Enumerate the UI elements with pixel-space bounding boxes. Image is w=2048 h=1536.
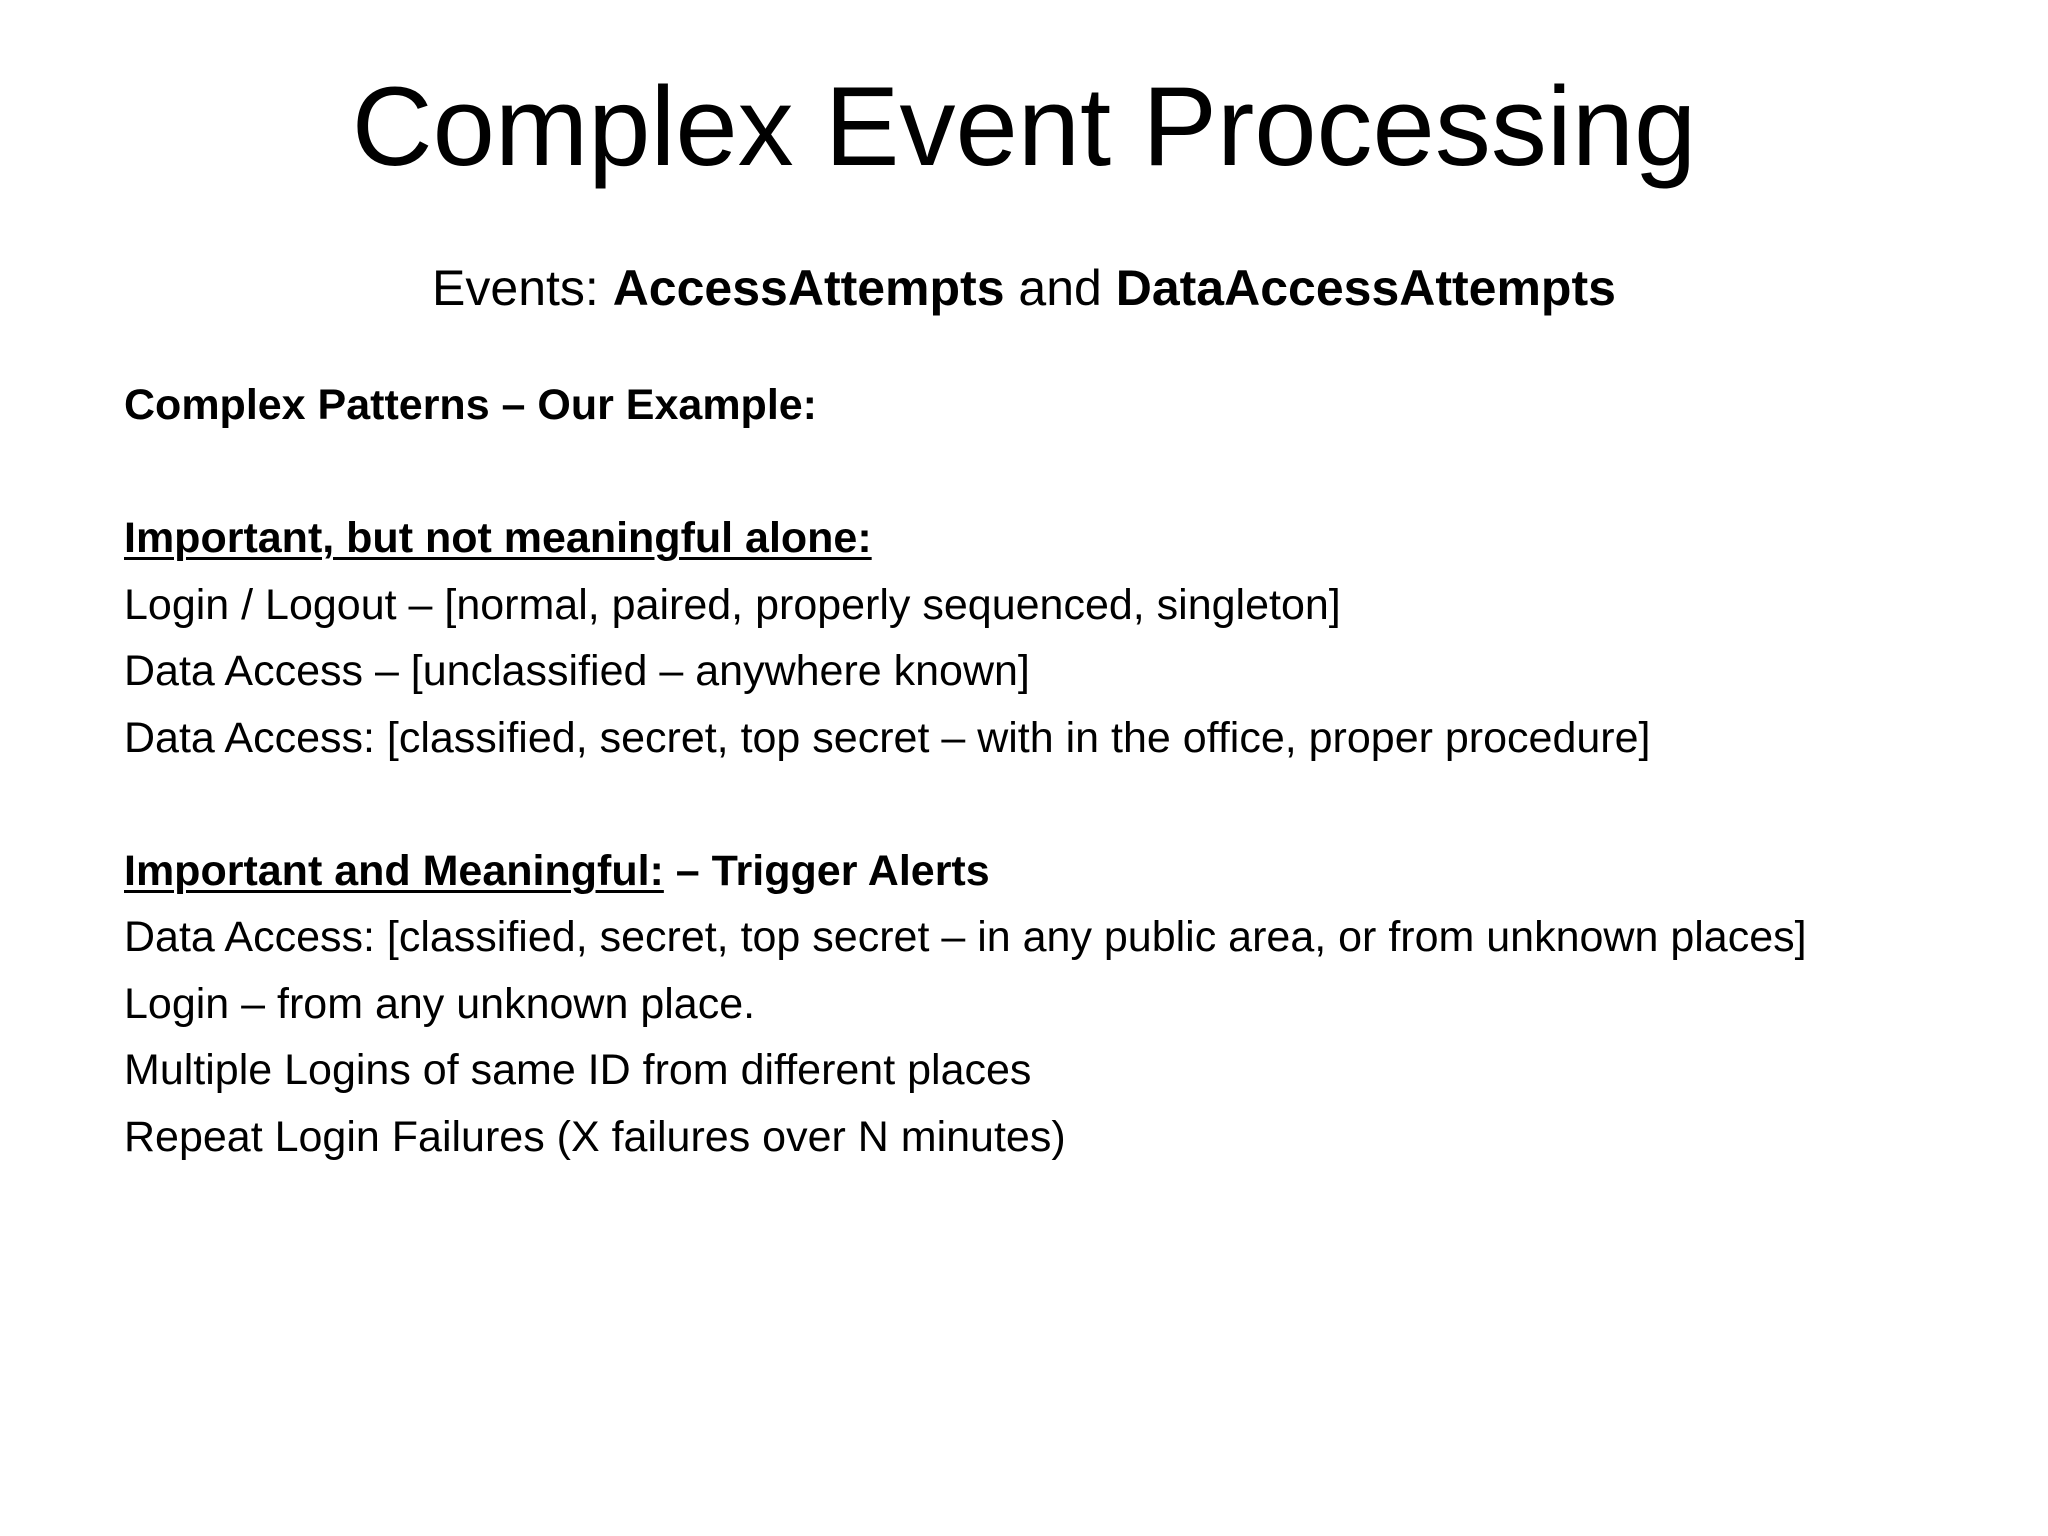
spacer	[124, 771, 2004, 838]
section2-item: Login – from any unknown place.	[124, 979, 756, 1028]
section2-item: Repeat Login Failures (X failures over N minutes)	[124, 1112, 1066, 1161]
section1-item: Data Access – [unclassified – anywhere known]	[124, 647, 1030, 695]
slide-body	[124, 372, 2004, 1170]
section2-item: Multiple Logins of same ID from different places	[124, 1046, 1032, 1094]
subtitle-event-access-attempts: AccessAttempts	[612, 260, 1005, 316]
section1-item: Login / Logout – [normal, paired, properly sequenced, singleton]	[124, 580, 1341, 629]
patterns-heading: Complex Patterns – Our Example:	[124, 381, 817, 429]
section2-heading-suffix: – Trigger Alerts	[663, 846, 990, 895]
section1-item: Data Access: [classified, secret, top secret – with in the office, proper procedure]	[124, 713, 1651, 762]
section2-heading-line	[124, 838, 2004, 905]
subtitle-event-data-access-attempts: DataAccessAttempts	[1115, 260, 1616, 316]
subtitle-prefix: Events:	[432, 260, 613, 316]
slide-title: Complex Event Processing	[351, 64, 1697, 189]
section1-heading: Important, but not meaningful alone:	[124, 514, 872, 562]
section2-heading: Important and Meaningful:	[124, 846, 664, 895]
subtitle-joiner: and	[1004, 260, 1116, 316]
slide-subtitle	[0, 258, 2048, 318]
spacer	[124, 439, 2004, 506]
section2-item: Data Access: [classified, secret, top secret – in any public area, or from unknown places]	[124, 913, 1807, 961]
